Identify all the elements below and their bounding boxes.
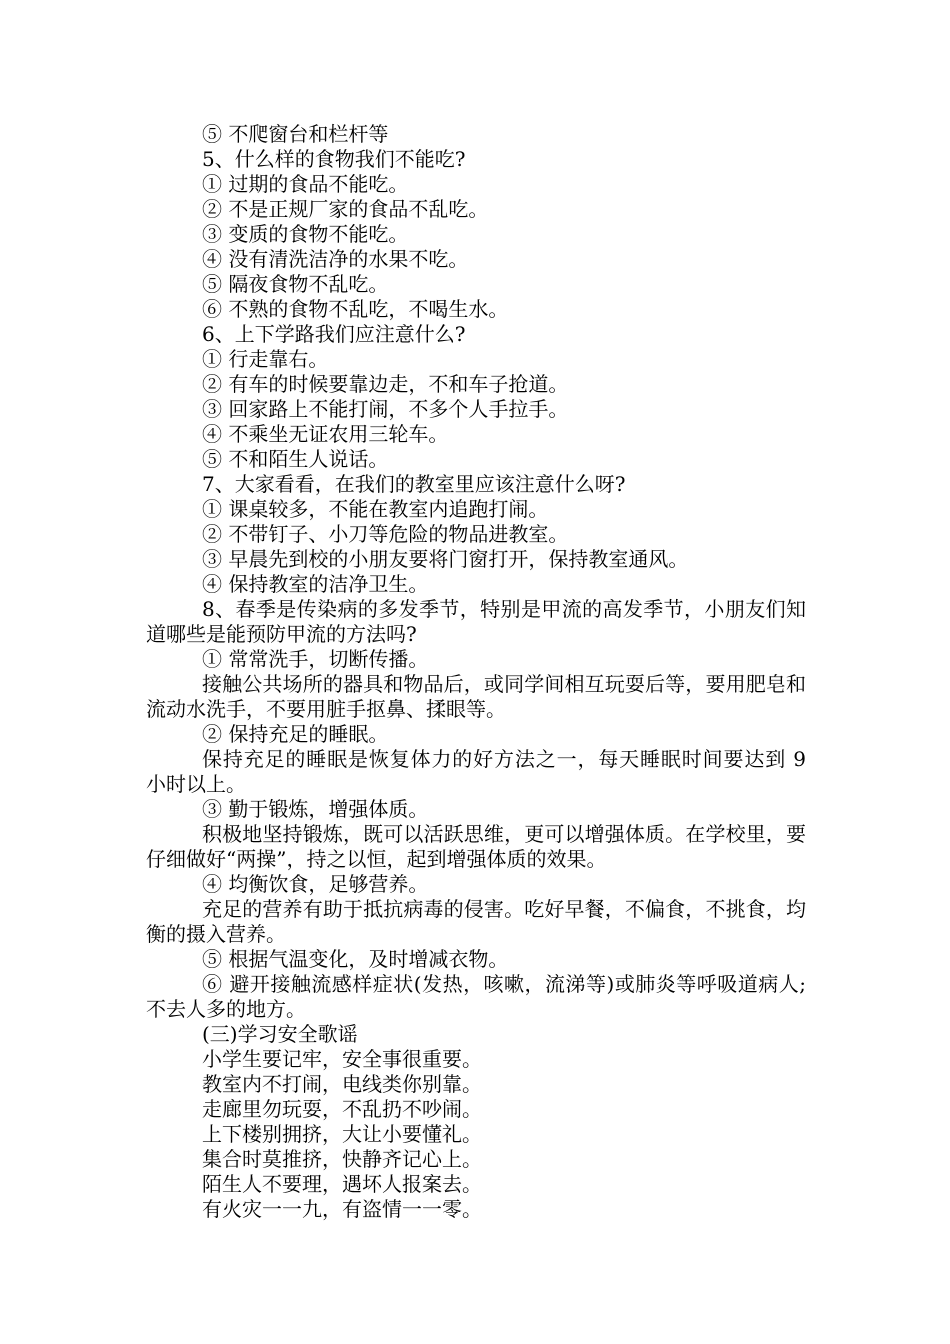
tip-body: 接触公共场所的器具和物品后，或同学间相互玩耍后等，要用肥皂和流动水洗手，不要用脏手抠鼻、揉眼等。 (146, 672, 806, 721)
tip-body: 保持充足的睡眠是恢复体力的好方法之一，每天睡眠时间要达到 9 小时以上。 (146, 747, 806, 796)
list-item: ① 课桌较多，不能在教室内追跑打闹。 (202, 497, 549, 521)
tip-body: 积极地坚持锻炼，既可以活跃思维，更可以增强体质。在学校里，要仔细做好“两操”，持之以恒，起到增强体质的效果。 (146, 822, 806, 871)
song-line: 走廊里勿玩耍，不乱扔不吵闹。 (202, 1097, 482, 1121)
tip-title: ④ 均衡饮食，足够营养。 (202, 872, 429, 896)
tip-paragraph: ⑥ 避开接触流感样症状(发热，咳嗽，流涕等)或肺炎等呼吸道病人;不去人多的地方。 (146, 972, 806, 1021)
list-item: ③ 变质的食物不能吃。 (202, 222, 409, 246)
list-item: ② 不是正规厂家的食品不乱吃。 (202, 197, 489, 221)
list-item: ⑤ 不爬窗台和栏杆等 (202, 122, 389, 146)
list-item: ④ 不乘坐无证农用三轮车。 (202, 422, 449, 446)
song-line: 上下楼别拥挤，大让小要懂礼。 (202, 1122, 482, 1146)
tip-title: ③ 勤于锻炼，增强体质。 (202, 797, 429, 821)
list-item: ④ 没有清洗洁净的水果不吃。 (202, 247, 469, 271)
song-line: 有火灾一一九，有盗情一一零。 (202, 1197, 482, 1221)
list-item: ② 不带钉子、小刀等危险的物品进教室。 (202, 522, 569, 546)
list-item: ① 过期的食品不能吃。 (202, 172, 409, 196)
song-line: 集合时莫推挤，快静齐记心上。 (202, 1147, 482, 1171)
song-line: 小学生要记牢，安全事很重要。 (202, 1047, 482, 1071)
list-item: ④ 保持教室的洁净卫生。 (202, 572, 429, 596)
list-item: ⑥ 不熟的食物不乱吃，不喝生水。 (202, 297, 509, 321)
song-line: 陌生人不要理，遇坏人报案去。 (202, 1172, 482, 1196)
question-heading: 5、什么样的食物我们不能吃? (202, 147, 466, 171)
list-item: ③ 早晨先到校的小朋友要将门窗打开，保持教室通风。 (202, 547, 689, 571)
section-heading: (三)学习安全歌谣 (202, 1022, 358, 1046)
list-item: ⑤ 隔夜食物不乱吃。 (202, 272, 389, 296)
list-item: ⑤ 不和陌生人说话。 (202, 447, 389, 471)
question-heading: 6、上下学路我们应注意什么? (202, 322, 466, 346)
tip-title: ② 保持充足的睡眠。 (202, 722, 389, 746)
question-heading: 7、大家看看，在我们的教室里应该注意什么呀? (202, 472, 626, 496)
document-body (146, 122, 806, 1222)
list-item: ③ 回家路上不能打闹，不多个人手拉手。 (202, 397, 569, 421)
tip-title: ① 常常洗手，切断传播。 (202, 647, 429, 671)
tip-body: 充足的营养有助于抵抗病毒的侵害。吃好早餐，不偏食，不挑食，均衡的摄入营养。 (146, 897, 806, 946)
list-item: ② 有车的时候要靠边走，不和车子抢道。 (202, 372, 569, 396)
tip-title: ⑤ 根据气温变化，及时增减衣物。 (202, 947, 509, 971)
question-paragraph: 8、春季是传染病的多发季节，特别是甲流的高发季节，小朋友们知道哪些是能预防甲流的方法吗? (146, 597, 806, 646)
list-item: ① 行走靠右。 (202, 347, 329, 371)
song-line: 教室内不打闹，电线类你别靠。 (202, 1072, 482, 1096)
